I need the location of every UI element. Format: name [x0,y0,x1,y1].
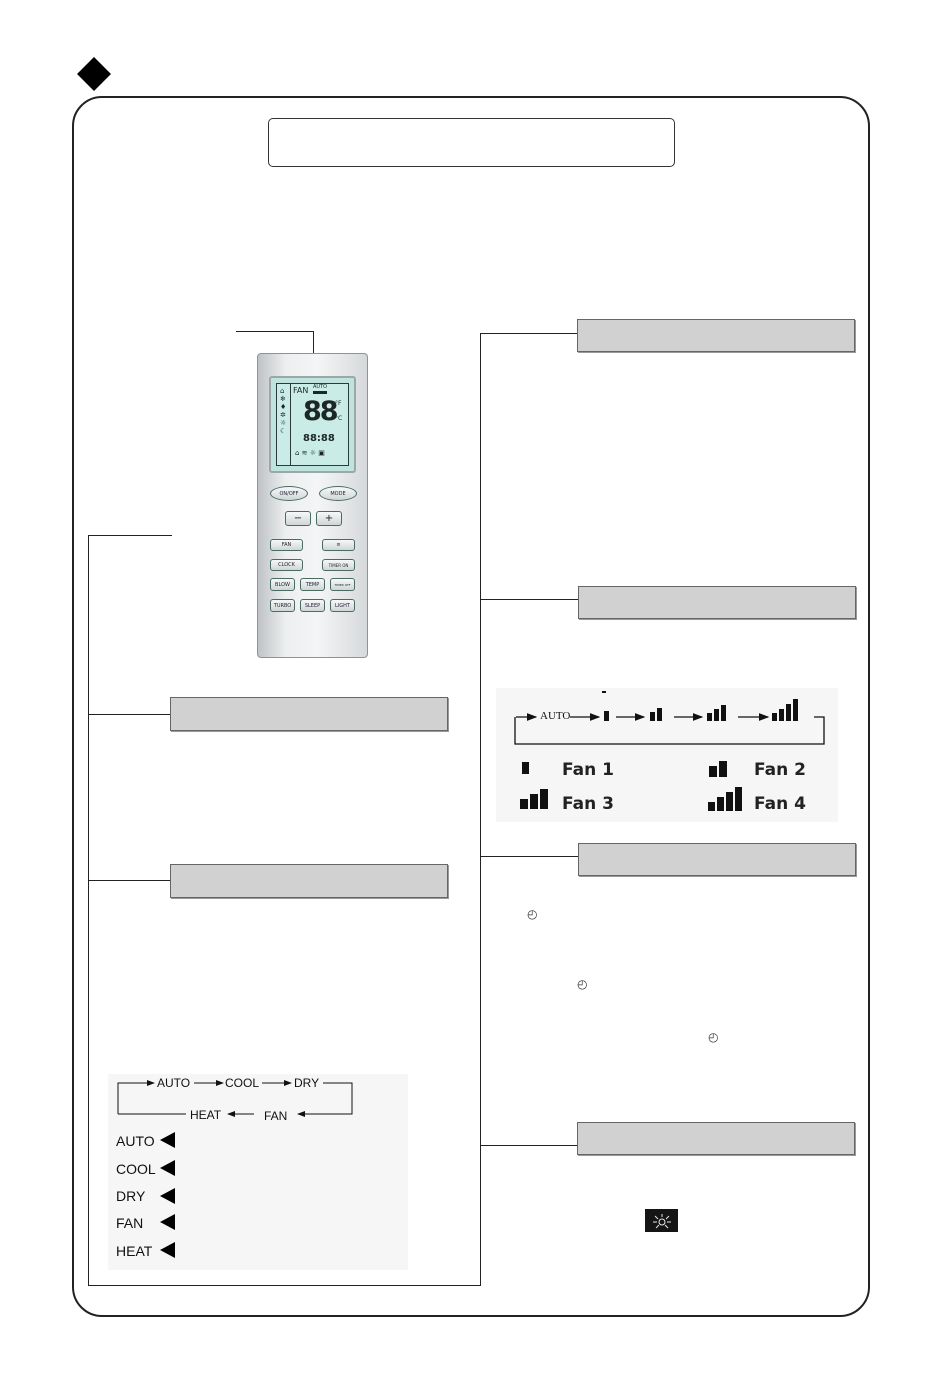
on-off-button[interactable]: ON/OFF [270,486,308,501]
mode-list-dry: DRY [116,1188,146,1204]
fan-3-label: Fan 3 [562,794,614,814]
heading-box-right-1 [577,319,855,352]
timer-on-button[interactable]: TIMER ON [322,559,355,571]
mode-indicator-icon [160,1242,175,1258]
lcd-temperature-digits: 88 [303,396,337,427]
lcd-fan-label: FAN [293,386,309,395]
light-button[interactable]: LIGHT [330,599,355,612]
connector-right-2 [480,599,578,600]
heading-box-left-2 [170,864,448,898]
section-marker-icon [77,57,111,91]
mode-button[interactable]: MODE [319,486,357,501]
remote-lcd-screen [269,376,356,473]
mode-indicator-icon [160,1188,175,1204]
title-box [268,118,675,167]
mode-indicator-icon [160,1214,175,1230]
lcd-fan-bars-icon [313,391,327,394]
mode-cycle-auto: AUTO [157,1076,191,1090]
right-bracket-line [480,333,481,1286]
minus-button[interactable]: − [285,511,311,526]
timer-off-button[interactable]: TIMER OFF [330,578,355,591]
mode-cycle-heat: HEAT [190,1108,222,1122]
heading-box-left-1 [170,697,448,731]
leader-line-top-vertical [313,331,314,353]
plus-button[interactable]: + [316,511,342,526]
left-bracket-line [88,535,89,1285]
mode-cycle-fan: FAN [264,1109,288,1123]
connector-right-1 [480,333,578,334]
mode-diagram [108,1074,408,1270]
mode-list-cool: COOL [116,1161,156,1177]
leader-line-left [88,535,172,536]
connector-left-2 [88,880,171,881]
fan-speed-diagram [496,688,838,822]
light-icon [645,1209,678,1232]
clock-icon: ◴ [527,907,538,921]
lcd-auto-label: AUTO [313,384,328,390]
connector-right-3 [480,856,578,857]
clock-icon: ◴ [708,1030,719,1044]
blow-button[interactable]: BLOW [270,578,295,591]
bottom-bracket-line [88,1285,480,1286]
connector-right-4 [480,1145,578,1146]
lcd-unit-c: °C [335,415,343,422]
lcd-status-icons: ⌂ ≋ ☼ ▣ [295,449,325,457]
clock-icon: ◴ [577,977,588,991]
turbo-button[interactable]: TURBO [270,599,295,612]
connector-left-1 [88,714,171,715]
sleep-button[interactable]: SLEEP [300,599,325,612]
mode-cycle-cool: COOL [225,1076,260,1090]
fan-2-label: Fan 2 [754,760,806,780]
fan-1-label: Fan 1 [562,760,614,780]
mode-list-auto: AUTO [116,1133,155,1149]
heading-box-right-3 [578,843,856,876]
temp-button[interactable]: TEMP [300,578,325,591]
fan-button[interactable]: FAN [270,539,303,551]
leader-line-top [236,331,314,332]
mode-cycle-dry: DRY [294,1076,320,1090]
mode-list-heat: HEAT [116,1243,153,1259]
remote-control [257,353,368,658]
lcd-display [276,383,349,466]
heading-box-right-2 [578,586,856,619]
lcd-unit-f: °F [335,400,342,407]
swing-button[interactable]: ≡ [322,539,355,551]
mode-indicator-icon [160,1132,175,1148]
heading-box-right-4 [577,1122,855,1155]
lcd-mode-icons: ⌂ ❄ ♦ ✲ ☼ ☾ [280,387,287,435]
mode-indicator-icon [160,1160,175,1176]
fan-auto-label: AUTO [540,710,571,722]
clock-button[interactable]: CLOCK [270,559,303,571]
fan-4-label: Fan 4 [754,794,806,814]
lcd-clock-digits: 88:88 [303,433,335,444]
mode-list-fan: FAN [116,1215,144,1231]
